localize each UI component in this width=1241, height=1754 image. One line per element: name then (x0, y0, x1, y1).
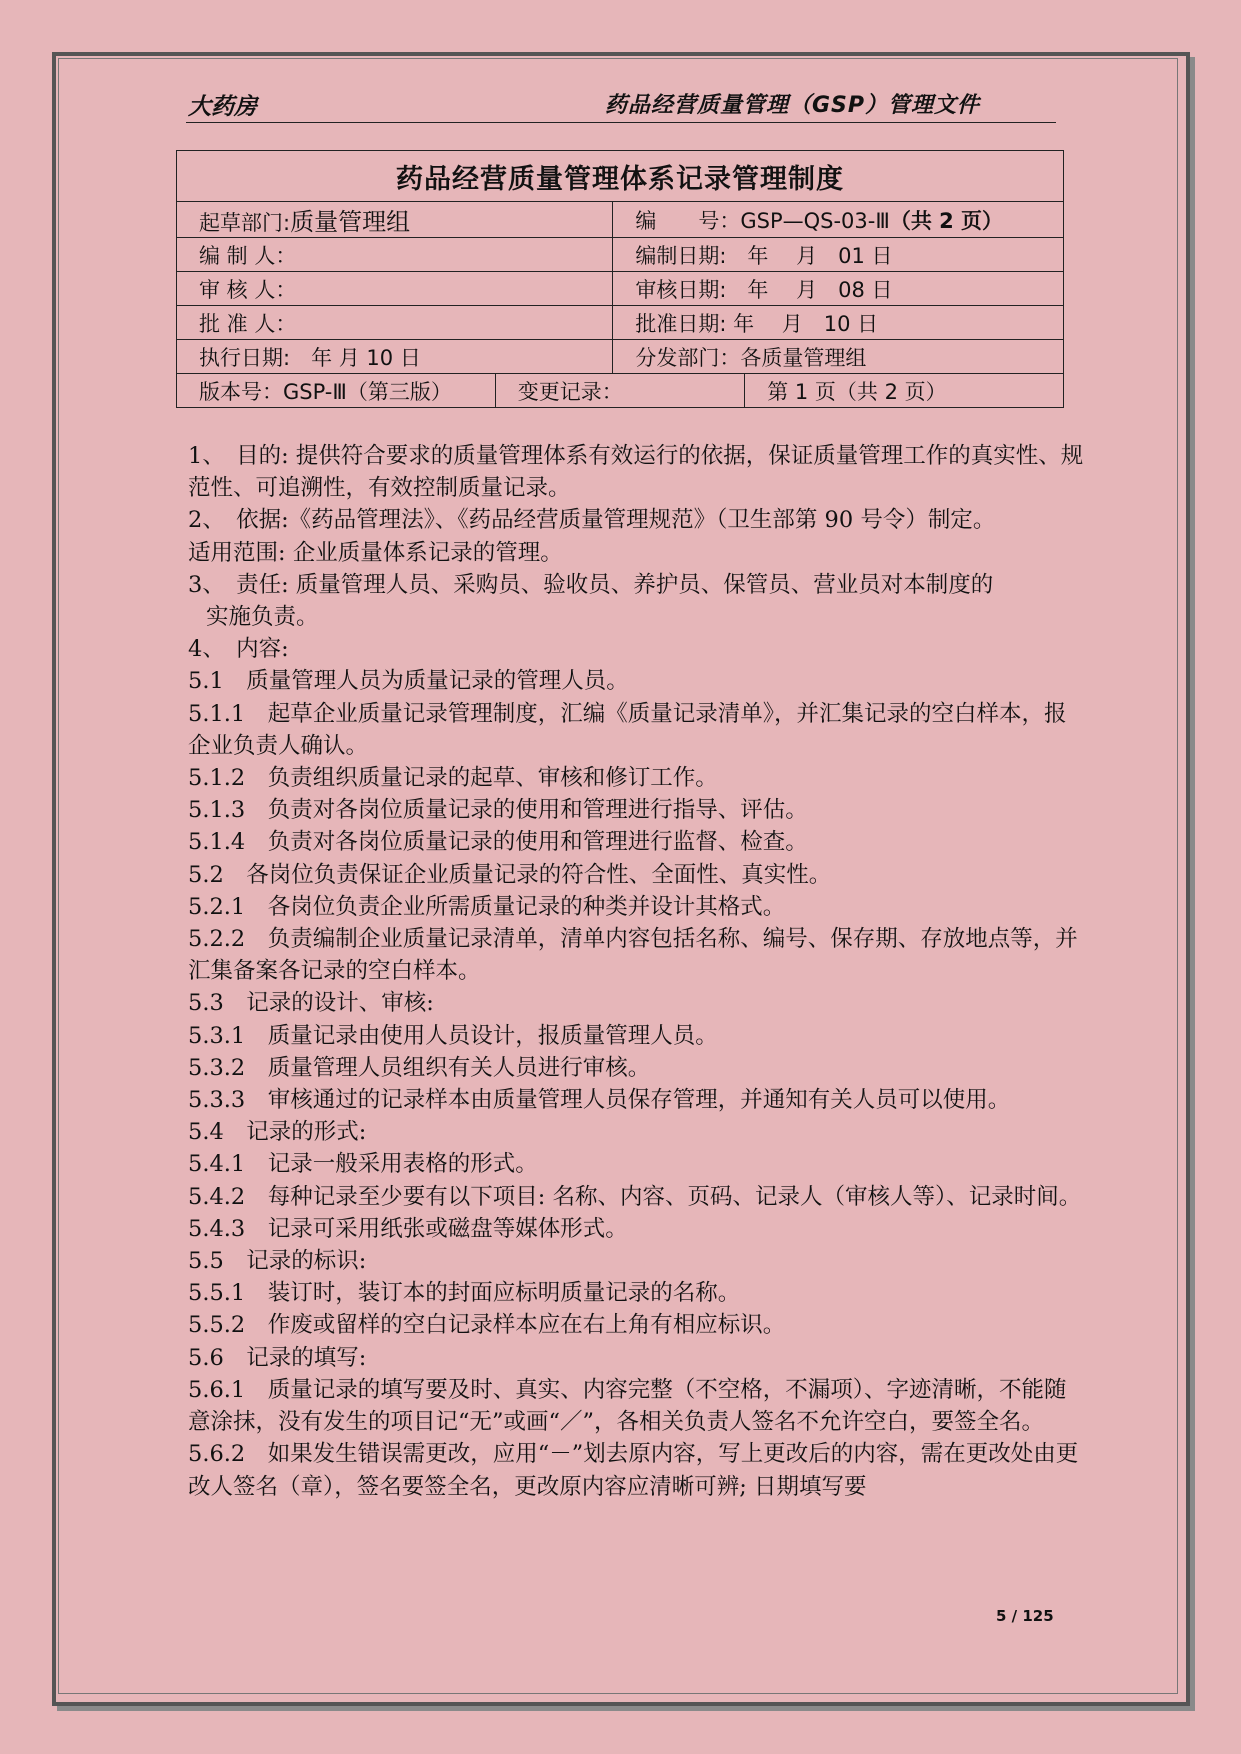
body-paragraph: 5.4.3 记录可采用纸张或磁盘等媒体形式。 (188, 1215, 628, 1242)
drafting-dept-value: 质量管理组 (290, 208, 411, 236)
page-info-cell: 第 1 页（共 2 页） (745, 374, 1064, 408)
review-date-cell: 审核日期: 年 月 08 日 (613, 272, 1064, 306)
header-doc-title: 药品经营质量管理（GSP）管理文件 (605, 93, 981, 118)
doc-number-label: 编 号： (635, 208, 741, 233)
body-paragraph: 1、 目的: 提供符合要求的质量管理体系有效运行的依据，保证质量管理工作的真实性、规范性、可追溯性，有效控制质量记录。 (188, 443, 1084, 502)
body-paragraph: 5.1.1 起草企业质量记录管理制度，汇编《质量记录清单》，并汇集记录的空白样本，报企业负责人确认。 (188, 700, 1067, 759)
body-paragraph: 5.5 记录的标识: (188, 1248, 367, 1275)
body-paragraph: 5.4.1 记录一般采用表格的形式。 (188, 1151, 538, 1178)
body-paragraph: 5.2.1 各岗位负责企业所需质量记录的种类并设计其格式。 (188, 893, 786, 920)
doc-number-value: GSP—QS-03-Ⅲ (740, 208, 890, 233)
doc-number-cell (613, 202, 1064, 238)
doc-number-pages: （共 2 页） (889, 208, 1004, 233)
drafting-dept-cell (177, 202, 613, 238)
body-paragraph: 5.4 记录的形式: (188, 1119, 367, 1146)
body-paragraph: 5.1 质量管理人员为质量记录的管理人员。 (188, 668, 629, 695)
approve-date-cell: 批准日期: 年 月 10 日 (613, 306, 1064, 340)
body-paragraph: 2、 依据:《药品管理法》、《药品经营质量管理规范》（卫生部第 90 号令）制定。 (188, 507, 996, 534)
approver-cell: 批 准 人： (177, 306, 613, 340)
body-paragraph: 5.1.3 负责对各岗位质量记录的使用和管理进行指导、评估。 (188, 797, 808, 824)
body-paragraph: 5.2.2 负责编制企业质量记录清单，清单内容包括名称、编号、保存期、存放地点等，并汇集备案各记录的空白样本。 (188, 926, 1078, 985)
drafting-dept-label: 起草部门: (199, 211, 291, 235)
body-paragraph: 5.5.1 装订时，装订本的封面应标明质量记录的名称。 (188, 1280, 741, 1307)
header-rule (186, 122, 1056, 123)
body-paragraph: 4、 内容: (188, 636, 289, 663)
body-paragraph: 5.6 记录的填写: (188, 1344, 367, 1371)
body-paragraph: 5.3.3 审核通过的记录样本由质量管理人员保存管理，并通知有关人员可以使用。 (188, 1087, 1011, 1114)
page-number: 5 / 125 (996, 1607, 1054, 1625)
compile-date-cell: 编制日期: 年 月 01 日 (613, 238, 1064, 272)
body-paragraph: 5.6.2 如果发生错误需更改，应用“－”划去原内容，写上更改后的内容，需在更改处由更改人签名（章），签名要签全名，更改原内容应清晰可辨; 日期填写要 (188, 1441, 1079, 1500)
body-paragraph: 5.3 记录的设计、审核: (188, 990, 434, 1017)
distribution-cell: 分发部门：各质量管理组 (613, 340, 1064, 374)
body-paragraph: 5.4.2 每种记录至少要有以下项目: 名称、内容、页码、记录人（审核人等）、记录时间。 (188, 1183, 1082, 1210)
body-paragraph: 5.3.2 质量管理人员组织有关人员进行审核。 (188, 1054, 651, 1081)
body-paragraph: 5.2 各岗位负责保证企业质量记录的符合性、全面性、真实性。 (188, 861, 832, 888)
body-paragraph: 适用范围: 企业质量体系记录的管理。 (188, 539, 563, 566)
reviewer-cell: 审 核 人： (177, 272, 613, 306)
body-paragraph: 5.3.1 质量记录由使用人员设计，报质量管理人员。 (188, 1022, 718, 1049)
body-paragraph: 5.1.2 负责组织质量记录的起草、审核和修订工作。 (188, 765, 718, 792)
document-body (188, 440, 1088, 1503)
compiler-cell: 编 制 人： (177, 238, 613, 272)
body-paragraph: 实施负责。 (206, 604, 319, 631)
document-info-table (176, 150, 1064, 408)
body-paragraph: 5.6.1 质量记录的填写要及时、真实、内容完整（不空格，不漏项）、字迹清晰，不能随意涂抹，没有发生的项目记“无”或画“／”，各相关负责人签名不允许空白，要签全名。 (188, 1376, 1067, 1436)
body-paragraph: 3、 责任: 质量管理人员、采购员、验收员、养护员、保管员、营业员对本制度的 (188, 571, 994, 598)
body-paragraph: 5.1.4 负责对各岗位质量记录的使用和管理进行监督、检查。 (188, 829, 808, 856)
body-paragraph: 5.5.2 作废或留样的空白记录样本应在右上角有相应标识。 (188, 1312, 786, 1339)
exec-date-cell: 执行日期: 年 月 10 日 (177, 340, 613, 374)
change-record-cell: 变更记录： (495, 374, 744, 408)
header-company: 大药房 (188, 94, 257, 120)
document-title: 药品经营质量管理体系记录管理制度 (177, 151, 1064, 202)
version-cell: 版本号：GSP-Ⅲ（第三版） (177, 374, 496, 408)
